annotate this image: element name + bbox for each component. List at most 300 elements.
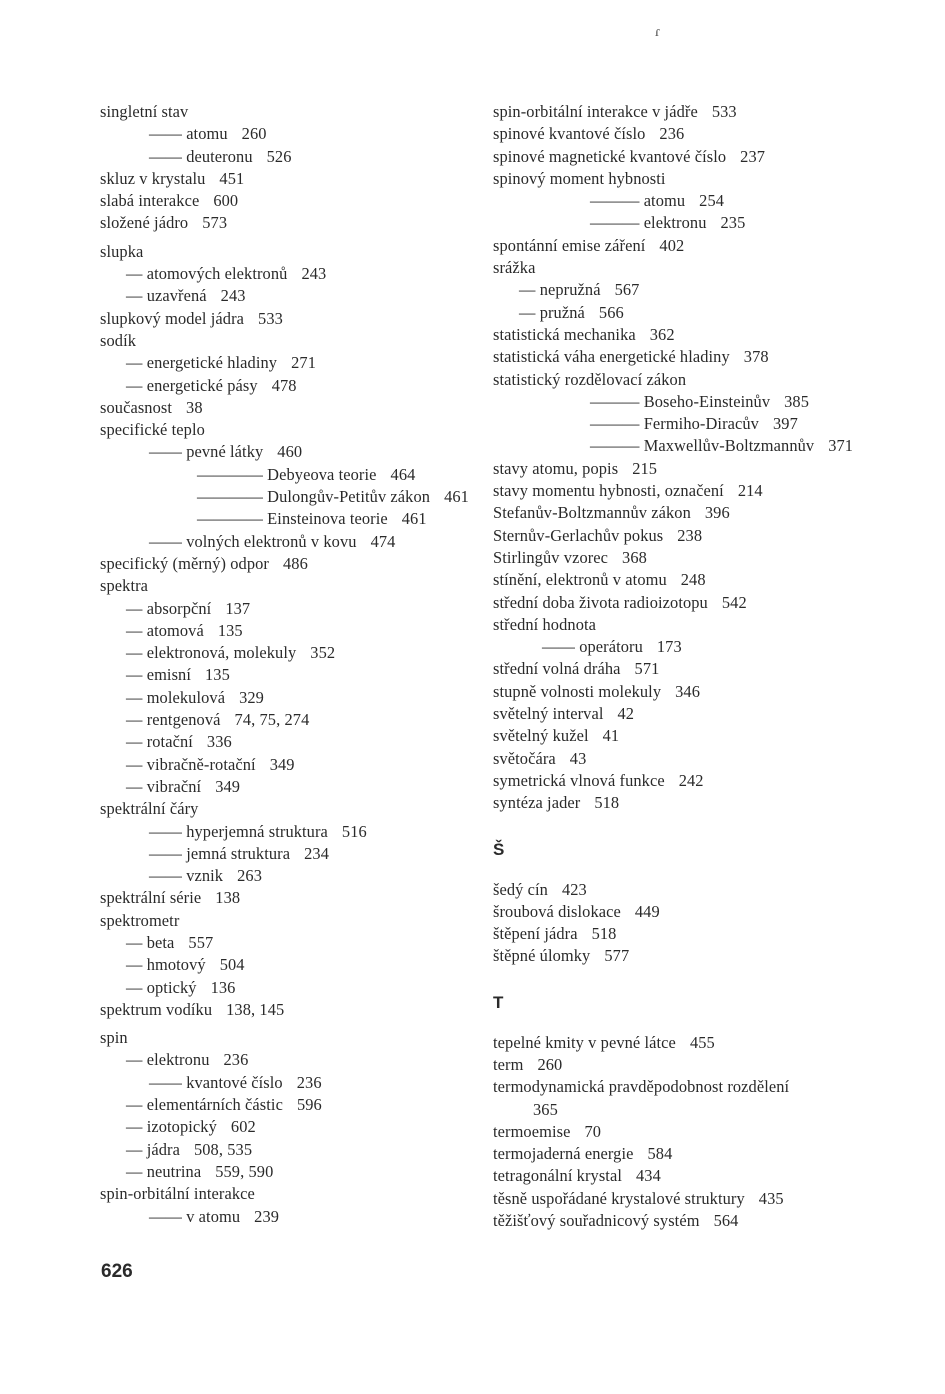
entry-term: specifický (měrný) odpor xyxy=(100,553,269,573)
entry-term: atomu xyxy=(186,124,228,144)
entry-term: stavy momentu hybnosti, označení xyxy=(493,481,724,501)
index-entry xyxy=(100,754,480,776)
dash: ———— xyxy=(197,487,263,507)
entry-term: elektronu xyxy=(146,1050,210,1070)
dash: — xyxy=(126,955,143,975)
entry-pages: 215 xyxy=(632,458,658,478)
entry-pages: 352 xyxy=(310,643,336,663)
index-entry xyxy=(493,525,893,547)
entry-pages: 461 xyxy=(444,487,469,507)
index-entry xyxy=(100,709,480,731)
entry-term: singletní stav xyxy=(100,102,189,121)
entry-pages: 362 xyxy=(649,324,675,344)
stray-mark: ɾ xyxy=(655,24,660,40)
index-entry xyxy=(100,687,480,709)
index-entry xyxy=(493,235,893,257)
entry-term: slupka xyxy=(100,241,144,261)
dash: —— xyxy=(149,531,182,551)
entry-pages: 271 xyxy=(291,353,316,373)
index-entry xyxy=(100,642,480,664)
entry-pages: 336 xyxy=(206,732,232,752)
index-entry xyxy=(493,123,893,145)
entry-term: jádra xyxy=(146,1139,180,1159)
entry-term: spektrometr xyxy=(100,910,180,930)
entry-pages: 566 xyxy=(598,302,624,322)
index-entry xyxy=(493,1032,893,1054)
dash: — xyxy=(126,353,143,373)
dash: —— xyxy=(149,1206,182,1226)
entry-term: střední doba života radioizotopu xyxy=(493,592,708,612)
entry-term: jemná struktura xyxy=(186,843,291,863)
index-entry xyxy=(100,553,480,575)
entry-term: operátoru xyxy=(579,637,643,657)
entry-pages: 449 xyxy=(634,901,660,921)
index-entry xyxy=(493,681,893,703)
entry-term: Stirlingův vzorec xyxy=(493,547,609,567)
index-entry xyxy=(100,776,480,798)
entry-pages: 602 xyxy=(230,1117,256,1137)
index-entry xyxy=(100,508,480,530)
dash: — xyxy=(126,776,143,796)
entry-term: Fermiho-Diracův xyxy=(643,414,759,434)
index-entry xyxy=(100,1049,480,1071)
entry-term: symetrická vlnová funkce xyxy=(493,770,665,790)
section-letter: T xyxy=(493,992,504,1012)
entry-pages: 526 xyxy=(266,146,292,166)
index-entry xyxy=(493,413,893,435)
index-entry xyxy=(100,1139,480,1161)
index-entry xyxy=(100,397,480,419)
dash: — xyxy=(126,643,143,663)
entry-term: srážka xyxy=(493,258,536,278)
index-entry xyxy=(493,923,893,945)
dash: ——— xyxy=(590,414,640,434)
entry-term: vznik xyxy=(186,866,224,886)
entry-term: nepružná xyxy=(539,280,601,300)
index-entry xyxy=(100,575,480,597)
entry-pages: 263 xyxy=(237,866,262,886)
dash: — xyxy=(126,264,143,284)
index-entry xyxy=(100,664,480,686)
entry-term: stavy atomu, popis xyxy=(493,458,619,478)
entry-pages: 508, 535 xyxy=(193,1139,253,1159)
entry-term: atomových elektronů xyxy=(146,264,288,284)
entry-term: světelný kužel xyxy=(493,726,589,746)
dash: —— xyxy=(149,442,182,462)
entry-pages: 135 xyxy=(217,620,243,640)
entry-pages: 486 xyxy=(282,553,308,573)
entry-term: spin-orbitální interakce xyxy=(100,1184,255,1204)
index-entry xyxy=(493,279,893,301)
index-entry xyxy=(493,480,893,502)
entry-term: světelný interval xyxy=(493,704,604,724)
entry-term: termoemise xyxy=(493,1121,571,1141)
entry-pages: 402 xyxy=(659,235,685,255)
dash: — xyxy=(126,732,143,752)
entry-pages: 260 xyxy=(241,124,267,144)
index-entry xyxy=(493,879,893,901)
index-entry xyxy=(493,703,893,725)
dash: ——— xyxy=(590,191,640,211)
index-entry xyxy=(100,330,480,352)
index-entry xyxy=(100,1094,480,1116)
entry-pages: 434 xyxy=(636,1166,661,1186)
entry-pages: 474 xyxy=(370,531,396,551)
entry-term: v atomu xyxy=(186,1206,241,1226)
entry-term: elektronu xyxy=(643,213,707,233)
entry-term: energetické hladiny xyxy=(146,353,278,373)
entry-pages: 38 xyxy=(186,397,203,417)
index-entry xyxy=(493,1054,893,1076)
dash: — xyxy=(126,754,143,774)
entry-term: stupně volnosti molekuly xyxy=(493,681,662,701)
entry-pages: 435 xyxy=(758,1188,784,1208)
dash: — xyxy=(519,302,536,322)
index-entry xyxy=(100,441,480,463)
entry-pages: 533 xyxy=(258,308,283,328)
index-entry xyxy=(493,435,893,457)
index-entry xyxy=(493,257,893,279)
dash: ———— xyxy=(197,464,263,484)
entry-term: Dulongův-Petitův zákon xyxy=(267,487,431,507)
index-entry xyxy=(100,101,480,123)
entry-term: Sternův-Gerlachův pokus xyxy=(493,525,664,545)
entry-term: těžišťový souřadnicový systém xyxy=(493,1211,700,1231)
entry-pages: 573 xyxy=(202,213,228,233)
entry-pages: 239 xyxy=(254,1206,280,1226)
dash: — xyxy=(126,1117,143,1137)
index-entry xyxy=(100,1206,480,1228)
entry-pages: 423 xyxy=(561,879,587,899)
index-entry xyxy=(493,369,893,391)
index-entry xyxy=(100,308,480,330)
entry-term: sodík xyxy=(100,330,137,350)
dash: — xyxy=(519,280,536,300)
entry-term: termodynamická pravděpodobnost rozdělení xyxy=(493,1077,790,1097)
dash: —— xyxy=(542,637,575,657)
entry-term: energetické pásy xyxy=(146,375,258,395)
entry-term: spin xyxy=(100,1028,128,1048)
entry-pages: 137 xyxy=(225,598,251,618)
index-entry xyxy=(493,592,893,614)
entry-pages: 533 xyxy=(711,102,737,121)
entry-term: spektrální série xyxy=(100,888,202,908)
entry-term: absorpční xyxy=(146,598,212,618)
index-entry xyxy=(493,1121,893,1143)
entry-term: term xyxy=(493,1054,524,1074)
dash: — xyxy=(126,620,143,640)
entry-term: Stefanův-Boltzmannův zákon xyxy=(493,503,691,523)
entry-term: elementárních částic xyxy=(146,1095,283,1115)
entry-pages: 135 xyxy=(205,665,230,685)
index-entry xyxy=(493,614,893,636)
index-column-left xyxy=(100,101,480,1228)
index-entry xyxy=(100,1027,480,1049)
entry-pages: 237 xyxy=(740,146,766,166)
entry-pages: 243 xyxy=(220,286,246,306)
dash: — xyxy=(126,286,143,306)
index-entry xyxy=(493,792,893,814)
index-entry xyxy=(100,620,480,642)
entry-pages: 396 xyxy=(704,503,730,523)
entry-pages: 557 xyxy=(188,932,214,952)
entry-term: optický xyxy=(146,977,197,997)
entry-term: spektra xyxy=(100,576,149,596)
entry-pages: 346 xyxy=(675,681,701,701)
index-entry xyxy=(100,1161,480,1183)
index-entry xyxy=(100,954,480,976)
entry-pages: 460 xyxy=(277,442,303,462)
entry-term: stínění, elektronů v atomu xyxy=(493,570,667,590)
index-entry xyxy=(493,658,893,680)
entry-pages: 542 xyxy=(721,592,747,612)
entry-term: slabá interakce xyxy=(100,191,200,211)
dash: — xyxy=(126,1095,143,1115)
index-entry xyxy=(493,1143,893,1165)
index-column-right xyxy=(493,101,893,1232)
dash: ———— xyxy=(197,509,263,529)
entry-term: statistická váha energetické hladiny xyxy=(493,347,730,367)
index-entry xyxy=(493,346,893,368)
section-letter: Š xyxy=(493,839,505,859)
entry-pages: 518 xyxy=(594,793,620,813)
index-entry xyxy=(493,1099,893,1121)
entry-term: spinový moment hybnosti xyxy=(493,168,666,188)
entry-term: pevné látky xyxy=(186,442,264,462)
entry-term: uzavřená xyxy=(146,286,207,306)
entry-pages: 368 xyxy=(622,547,647,567)
entry-pages: 564 xyxy=(713,1211,739,1231)
dash: — xyxy=(126,375,143,395)
entry-pages: 385 xyxy=(784,391,810,411)
index-entry xyxy=(100,1183,480,1205)
entry-term: spontánní emise záření xyxy=(493,235,646,255)
entry-pages: 349 xyxy=(215,776,241,796)
index-entry xyxy=(493,458,893,480)
index-entry xyxy=(493,324,893,346)
index-entry xyxy=(493,547,893,569)
index-entry xyxy=(100,843,480,865)
entry-pages: 214 xyxy=(737,481,763,501)
entry-pages: 455 xyxy=(689,1032,715,1052)
index-entry xyxy=(100,999,480,1021)
index-entry xyxy=(100,798,480,820)
dash: — xyxy=(126,710,143,730)
entry-term: statistická mechanika xyxy=(493,324,636,344)
entry-pages: 596 xyxy=(296,1095,322,1115)
dash: — xyxy=(126,1161,143,1181)
index-entry xyxy=(100,486,480,508)
index-entry xyxy=(493,901,893,923)
entry-pages: 518 xyxy=(591,924,617,944)
entry-pages: 478 xyxy=(271,375,297,395)
entry-pages: 577 xyxy=(604,946,630,966)
entry-pages: 138, 145 xyxy=(226,999,285,1019)
index-entry xyxy=(100,1116,480,1138)
dash: —— xyxy=(149,821,182,841)
entry-term: rotační xyxy=(146,732,193,752)
index-entry xyxy=(100,464,480,486)
index-entry xyxy=(100,731,480,753)
entry-term: skluz v krystalu xyxy=(100,168,206,188)
index-entry xyxy=(493,748,893,770)
entry-pages: 236 xyxy=(659,124,685,144)
entry-term: spektrální čáry xyxy=(100,799,199,819)
page-number: 626 xyxy=(101,1261,133,1282)
entry-term: těsně uspořádané krystalové struktury xyxy=(493,1188,745,1208)
entry-term: střední hodnota xyxy=(493,614,597,634)
entry-term: Boseho-Einsteinův xyxy=(643,391,771,411)
entry-term: hmotový xyxy=(146,955,206,975)
entry-pages: 235 xyxy=(720,213,746,233)
index-entry xyxy=(493,770,893,792)
entry-pages: 236 xyxy=(296,1072,322,1092)
entry-term: vibrační xyxy=(146,776,202,796)
entry-pages: 567 xyxy=(614,280,640,300)
entry-term: specifické teplo xyxy=(100,420,205,440)
entry-term: spektrum vodíku xyxy=(100,999,213,1019)
entry-pages: 464 xyxy=(390,464,416,484)
index-entry xyxy=(100,932,480,954)
entry-pages: 242 xyxy=(678,770,704,790)
dash: —— xyxy=(149,866,182,886)
dash: ——— xyxy=(590,391,640,411)
index-entry xyxy=(100,1072,480,1094)
entry-pages: 378 xyxy=(743,347,769,367)
entry-term: volných elektronů v kovu xyxy=(186,531,357,551)
entry-term: šroubová dislokace xyxy=(493,901,621,921)
entry-term: molekulová xyxy=(146,687,226,707)
entry-pages: 397 xyxy=(772,414,798,434)
index-entry xyxy=(100,146,480,168)
index-entry xyxy=(100,190,480,212)
index-entry xyxy=(493,1076,893,1098)
entry-term: spin-orbitální interakce v jádře xyxy=(493,102,698,121)
entry-term: spinové magnetické kvantové číslo xyxy=(493,146,727,166)
dash: ——— xyxy=(590,213,640,233)
index-entry xyxy=(493,302,893,324)
entry-term: slupkový model jádra xyxy=(100,308,245,328)
entry-pages: 329 xyxy=(239,687,264,707)
entry-pages: 584 xyxy=(647,1144,673,1164)
index-entry xyxy=(100,285,480,307)
index-entry xyxy=(100,212,480,234)
entry-pages: 248 xyxy=(680,570,706,590)
index-entry xyxy=(100,977,480,999)
entry-pages: 138 xyxy=(215,888,241,908)
index-entry xyxy=(493,1165,893,1187)
entry-term: pružná xyxy=(539,302,585,322)
entry-term: atomová xyxy=(146,620,204,640)
entry-pages: 559, 590 xyxy=(215,1161,274,1181)
entry-pages: 516 xyxy=(341,821,367,841)
entry-pages: 243 xyxy=(301,264,327,284)
index-entry xyxy=(493,945,893,967)
entry-term: syntéza jader xyxy=(493,793,581,813)
entry-term: hyperjemná struktura xyxy=(186,821,328,841)
entry-term: tepelné kmity v pevné látce xyxy=(493,1032,676,1052)
index-entry xyxy=(493,212,893,234)
index-entry xyxy=(493,725,893,747)
entry-term: termojaderná energie xyxy=(493,1144,634,1164)
index-entry xyxy=(493,636,893,658)
entry-pages: 365 xyxy=(533,1099,558,1119)
index-entry xyxy=(100,887,480,909)
index-entry xyxy=(100,531,480,553)
dash: — xyxy=(126,665,143,685)
index-entry xyxy=(100,168,480,190)
entry-pages: 504 xyxy=(219,955,245,975)
entry-pages: 238 xyxy=(677,525,703,545)
entry-term: statistický rozdělovací zákon xyxy=(493,369,687,389)
entry-pages: 70 xyxy=(584,1121,602,1141)
dash: —— xyxy=(149,1072,182,1092)
dash: —— xyxy=(149,146,182,166)
entry-term: deuteronu xyxy=(186,146,253,166)
entry-term: spinové kvantové číslo xyxy=(493,124,646,144)
index-entry xyxy=(493,502,893,524)
entry-pages: 41 xyxy=(602,726,620,746)
dash: — xyxy=(126,687,143,707)
index-entry xyxy=(100,241,480,263)
index-entry xyxy=(100,821,480,843)
entry-pages: 461 xyxy=(401,509,427,529)
entry-term: rentgenová xyxy=(146,710,221,730)
entry-term: izotopický xyxy=(146,1117,217,1137)
entry-term: Debyeova teorie xyxy=(267,464,377,484)
dash: — xyxy=(126,598,143,618)
entry-pages: 349 xyxy=(269,754,295,774)
entry-pages: 236 xyxy=(223,1050,249,1070)
entry-pages: 136 xyxy=(210,977,236,997)
index-entry xyxy=(493,1210,893,1232)
index-entry xyxy=(493,146,893,168)
index-entry xyxy=(100,419,480,441)
entry-pages: 74, 75, 274 xyxy=(234,710,310,730)
entry-pages: 571 xyxy=(634,659,660,679)
entry-pages: 260 xyxy=(537,1054,563,1074)
dash: — xyxy=(126,1139,143,1159)
entry-term: kvantové číslo xyxy=(186,1072,283,1092)
index-entry xyxy=(493,1188,893,1210)
entry-pages: 451 xyxy=(219,168,245,188)
entry-pages: 42 xyxy=(617,704,635,724)
index-entry xyxy=(493,569,893,591)
dash: ——— xyxy=(590,436,640,456)
entry-term: vibračně-rotační xyxy=(146,754,256,774)
index-entry xyxy=(493,391,893,413)
entry-term: Einsteinova teorie xyxy=(267,509,388,529)
entry-term: štěpení jádra xyxy=(493,924,578,944)
entry-term: štěpné úlomky xyxy=(493,946,591,966)
dash: — xyxy=(126,977,143,997)
entry-term: elektronová, molekuly xyxy=(146,643,297,663)
entry-term: tetragonální krystal xyxy=(493,1166,622,1186)
entry-term: Maxwellův-Boltzmannův xyxy=(643,436,815,456)
dash: —— xyxy=(149,124,182,144)
index-entry xyxy=(100,123,480,145)
dash: — xyxy=(126,1050,143,1070)
index-entry xyxy=(100,598,480,620)
entry-term: šedý cín xyxy=(493,879,548,899)
index-entry xyxy=(100,865,480,887)
index-entry xyxy=(100,375,480,397)
entry-term: atomu xyxy=(643,191,686,211)
index-entry xyxy=(493,190,893,212)
index-entry xyxy=(100,352,480,374)
index-entry xyxy=(493,101,893,123)
entry-pages: 254 xyxy=(699,191,725,211)
